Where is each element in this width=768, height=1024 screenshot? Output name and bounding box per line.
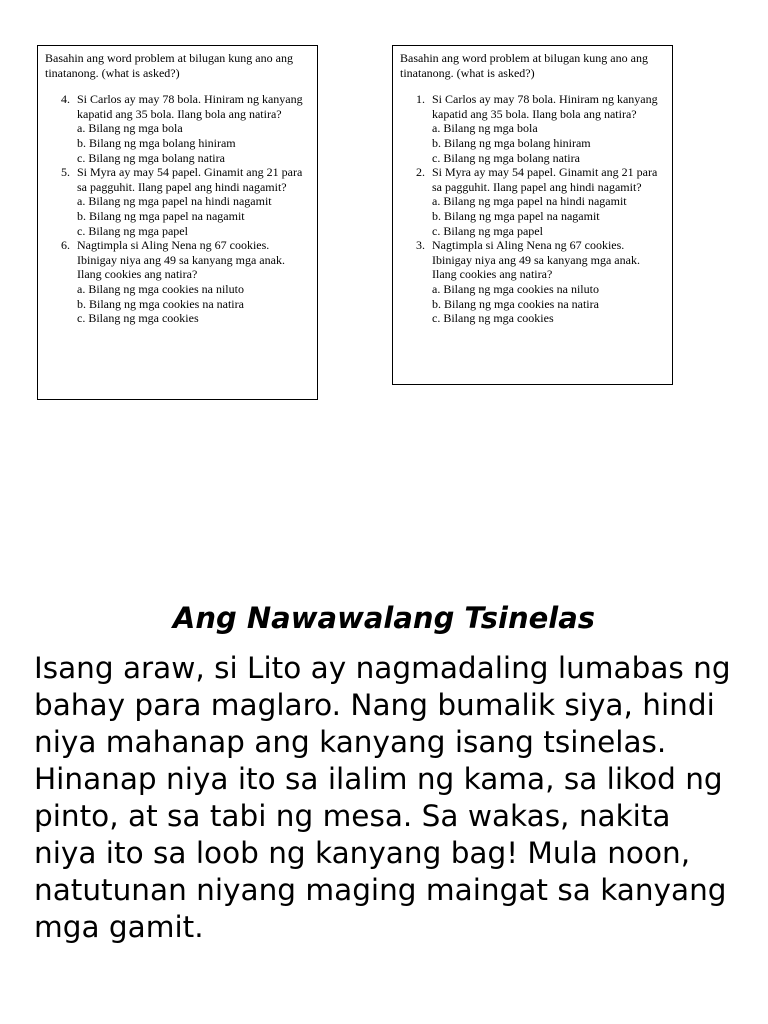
question-item <box>45 238 310 326</box>
answer-option: a. Bilang ng mga papel na hindi nagamit <box>77 194 272 209</box>
answer-option: c. Bilang ng mga cookies <box>77 311 199 326</box>
worksheet-card-right <box>392 45 673 385</box>
worksheet-instructions: Basahin ang word problem at bilugan kung ano ang tinatanong. (what is asked?) <box>400 51 648 80</box>
question-item <box>400 165 665 238</box>
answer-option: b. Bilang ng mga cookies na natira <box>432 296 599 311</box>
answer-option: b. Bilang ng mga papel na nagamit <box>432 208 600 223</box>
answer-option: c. Bilang ng mga papel <box>432 223 543 238</box>
question-text: Nagtimpla si Aling Nena ng 67 cookies. Ibinigay niya ang 49 sa kanyang mga anak. Ilang cookies ang natira? <box>432 238 640 282</box>
worksheet-card-left <box>37 45 318 400</box>
question-text: Nagtimpla si Aling Nena ng 67 cookies. Ibinigay niya ang 49 sa kanyang mga anak. Ilang cookies ang natira? <box>77 238 285 282</box>
story-title: Ang Nawawalang Tsinelas <box>172 601 596 635</box>
answer-option: c. Bilang ng mga papel <box>77 223 188 238</box>
answer-option: c. Bilang ng mga bolang natira <box>77 150 225 165</box>
question-number: 2. <box>416 165 425 180</box>
worksheet-instructions: Basahin ang word problem at bilugan kung ano ang tinatanong. (what is asked?) <box>45 51 293 80</box>
answer-option: a. Bilang ng mga bola <box>432 121 538 136</box>
question-text: Si Carlos ay may 78 bola. Hiniram ng kanyang kapatid ang 35 bola. Ilang bola ang natira? <box>432 92 658 121</box>
answer-option: b. Bilang ng mga cookies na natira <box>77 296 244 311</box>
question-number: 5. <box>61 165 70 180</box>
question-list <box>400 92 665 326</box>
answer-option: b. Bilang ng mga bolang hiniram <box>77 135 236 150</box>
question-number: 3. <box>416 238 425 253</box>
question-number: 4. <box>61 92 70 107</box>
answer-option: c. Bilang ng mga bolang natira <box>432 150 580 165</box>
question-item <box>45 165 310 238</box>
story-body: Isang araw, si Lito ay nagmadaling lumabas ng bahay para maglaro. Nang bumalik siya, hindi niya mahanap ang kanyang isang tsinelas. Hinanap niya ito sa ilalim ng kama, sa likod ng pinto, at sa tabi ng mesa. Sa wakas, nakita niya ito sa loob ng kanyang bag! Mula noon, natutunan niyang maging maingat sa kanyang mga gamit. <box>34 651 731 944</box>
answer-option: a. Bilang ng mga papel na hindi nagamit <box>432 194 627 209</box>
question-list <box>45 92 310 326</box>
answer-option: c. Bilang ng mga cookies <box>432 311 554 326</box>
question-number: 1. <box>416 92 425 107</box>
answer-option: a. Bilang ng mga bola <box>77 121 183 136</box>
question-item <box>400 92 665 165</box>
answer-option: a. Bilang ng mga cookies na niluto <box>77 281 244 296</box>
question-text: Si Myra ay may 54 papel. Ginamit ang 21 para sa pagguhit. Ilang papel ang hindi nagamit? <box>432 165 658 194</box>
question-item <box>400 238 665 326</box>
answer-option: b. Bilang ng mga papel na nagamit <box>77 208 245 223</box>
question-text: Si Carlos ay may 78 bola. Hiniram ng kanyang kapatid ang 35 bola. Ilang bola ang natira? <box>77 92 303 121</box>
question-number: 6. <box>61 238 70 253</box>
answer-option: b. Bilang ng mga bolang hiniram <box>432 135 591 150</box>
answer-option: a. Bilang ng mga cookies na niluto <box>432 281 599 296</box>
question-text: Si Myra ay may 54 papel. Ginamit ang 21 para sa pagguhit. Ilang papel ang hindi nagamit? <box>77 165 303 194</box>
question-item <box>45 92 310 165</box>
